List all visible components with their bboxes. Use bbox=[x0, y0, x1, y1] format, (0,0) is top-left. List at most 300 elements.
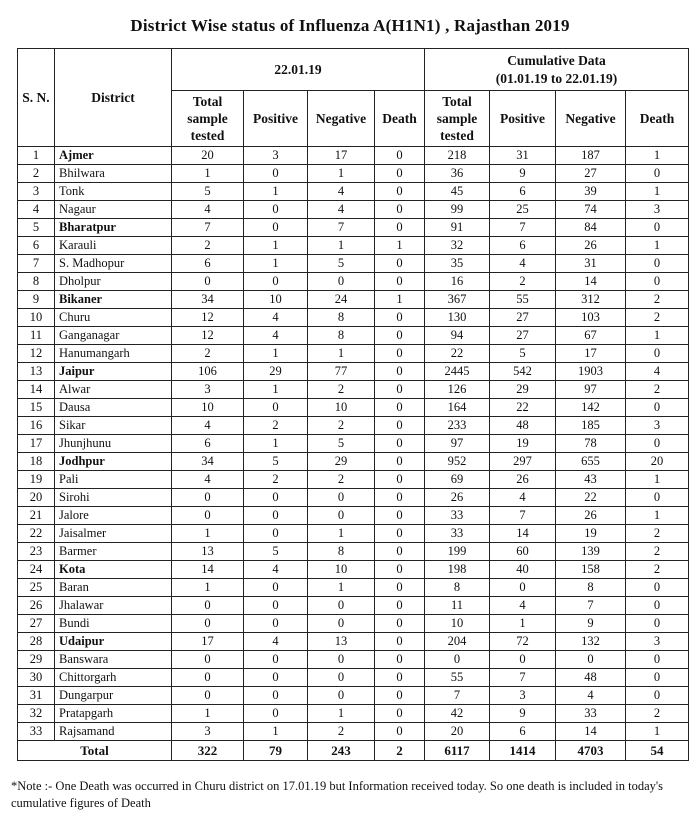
table-row bbox=[18, 669, 689, 687]
daily-death-cell: 0 bbox=[375, 597, 425, 615]
daily-death-cell: 0 bbox=[375, 309, 425, 327]
cum-death-cell: 2 bbox=[626, 705, 689, 723]
cum-negative-cell: 74 bbox=[556, 201, 626, 219]
daily-negative-cell: 1 bbox=[308, 579, 375, 597]
cum-positive-cell: 29 bbox=[490, 381, 556, 399]
district-cell: Jalore bbox=[55, 507, 172, 525]
daily-negative-cell: 0 bbox=[308, 651, 375, 669]
table-row bbox=[18, 183, 689, 201]
date-group-header: 22.01.19 bbox=[172, 49, 425, 91]
cum-death-cell: 1 bbox=[626, 327, 689, 345]
cum-death-cell: 2 bbox=[626, 561, 689, 579]
cum-positive-cell: 25 bbox=[490, 201, 556, 219]
daily-negative-cell: 1 bbox=[308, 237, 375, 255]
table-row bbox=[18, 417, 689, 435]
cum-sample-cell: 218 bbox=[425, 147, 490, 165]
daily-death-cell: 0 bbox=[375, 453, 425, 471]
cum-positive-cell: 22 bbox=[490, 399, 556, 417]
daily-death-cell: 0 bbox=[375, 381, 425, 399]
sn-cell: 15 bbox=[18, 399, 55, 417]
district-cell: Ganganagar bbox=[55, 327, 172, 345]
daily-death-cell: 0 bbox=[375, 561, 425, 579]
daily-negative-cell: 24 bbox=[308, 291, 375, 309]
daily-death-cell: 0 bbox=[375, 669, 425, 687]
cum-negative-cell: 84 bbox=[556, 219, 626, 237]
daily-negative-cell: 0 bbox=[308, 615, 375, 633]
sn-cell: 2 bbox=[18, 165, 55, 183]
daily-positive-cell: 0 bbox=[244, 597, 308, 615]
table-row bbox=[18, 237, 689, 255]
cum-negative-cell: 27 bbox=[556, 165, 626, 183]
cum-sample-cell: 20 bbox=[425, 723, 490, 741]
cum-negative-cell: 103 bbox=[556, 309, 626, 327]
cum-death-cell: 0 bbox=[626, 489, 689, 507]
sn-cell: 12 bbox=[18, 345, 55, 363]
cum-sample-cell: 233 bbox=[425, 417, 490, 435]
sn-cell: 29 bbox=[18, 651, 55, 669]
cum-sample-cell: 33 bbox=[425, 525, 490, 543]
cum-death-cell: 2 bbox=[626, 309, 689, 327]
district-cell: Pali bbox=[55, 471, 172, 489]
page-title: District Wise status of Influenza A(H1N1) , Rajasthan 2019 bbox=[130, 16, 570, 35]
table-row bbox=[18, 705, 689, 723]
table-row bbox=[18, 651, 689, 669]
daily-sample-cell: 1 bbox=[172, 525, 244, 543]
cum-sample-cell: 33 bbox=[425, 507, 490, 525]
sn-cell: 25 bbox=[18, 579, 55, 597]
sn-cell: 26 bbox=[18, 597, 55, 615]
daily-positive-cell: 5 bbox=[244, 543, 308, 561]
cum-death-cell: 1 bbox=[626, 183, 689, 201]
daily-sample-cell: 4 bbox=[172, 471, 244, 489]
district-cell: S. Madhopur bbox=[55, 255, 172, 273]
sn-cell: 5 bbox=[18, 219, 55, 237]
cum-death-cell: 1 bbox=[626, 147, 689, 165]
sn-cell: 7 bbox=[18, 255, 55, 273]
sn-cell: 6 bbox=[18, 237, 55, 255]
daily-negative-cell: 1 bbox=[308, 345, 375, 363]
daily-negative-cell: 17 bbox=[308, 147, 375, 165]
table-row bbox=[18, 291, 689, 309]
cum-death-cell: 4 bbox=[626, 363, 689, 381]
cum-negative-cell: 312 bbox=[556, 291, 626, 309]
table-row bbox=[18, 579, 689, 597]
daily-positive-cell: 1 bbox=[244, 381, 308, 399]
daily-sample-cell: 0 bbox=[172, 597, 244, 615]
cumulative-group-header bbox=[425, 49, 689, 91]
cum-death-cell: 2 bbox=[626, 525, 689, 543]
cum-death-cell: 3 bbox=[626, 633, 689, 651]
daily-negative-cell: 7 bbox=[308, 219, 375, 237]
table-row bbox=[18, 453, 689, 471]
table-row bbox=[18, 633, 689, 651]
cum-death-cell: 0 bbox=[626, 255, 689, 273]
district-cell: Nagaur bbox=[55, 201, 172, 219]
district-cell: Banswara bbox=[55, 651, 172, 669]
daily-sample-cell: 106 bbox=[172, 363, 244, 381]
cum-negative-cell: 43 bbox=[556, 471, 626, 489]
total-cum-death: 54 bbox=[626, 741, 689, 761]
district-cell: Alwar bbox=[55, 381, 172, 399]
cum-positive-cell: 6 bbox=[490, 723, 556, 741]
daily-sample-cell: 3 bbox=[172, 381, 244, 399]
cum-sample-cell: 11 bbox=[425, 597, 490, 615]
daily-death-cell: 0 bbox=[375, 147, 425, 165]
daily-sample-cell: 0 bbox=[172, 507, 244, 525]
daily-positive-cell: 1 bbox=[244, 183, 308, 201]
cum-positive-cell: 0 bbox=[490, 579, 556, 597]
daily-death-cell: 0 bbox=[375, 219, 425, 237]
sn-cell: 16 bbox=[18, 417, 55, 435]
cum-death-cell: 2 bbox=[626, 291, 689, 309]
district-cell: Kota bbox=[55, 561, 172, 579]
daily-sample-cell: 17 bbox=[172, 633, 244, 651]
daily-sample-cell: 0 bbox=[172, 669, 244, 687]
daily-positive-cell: 1 bbox=[244, 345, 308, 363]
daily-sample-cell: 5 bbox=[172, 183, 244, 201]
table-row bbox=[18, 597, 689, 615]
district-cell: Bikaner bbox=[55, 291, 172, 309]
cum-death-cell: 0 bbox=[626, 273, 689, 291]
cum-sample-cell: 130 bbox=[425, 309, 490, 327]
cumulative-range: (01.01.19 to 22.01.19) bbox=[495, 70, 618, 86]
daily-death-cell: 0 bbox=[375, 417, 425, 435]
cum-positive-cell: 7 bbox=[490, 507, 556, 525]
cum-negative-cell: 17 bbox=[556, 345, 626, 363]
district-cell: Churu bbox=[55, 309, 172, 327]
daily-death-cell: 0 bbox=[375, 525, 425, 543]
district-cell: Chittorgarh bbox=[55, 669, 172, 687]
daily-negative-cell: 5 bbox=[308, 255, 375, 273]
cum-negative-header: Negative bbox=[556, 91, 626, 147]
total-daily-death: 2 bbox=[375, 741, 425, 761]
table-row bbox=[18, 165, 689, 183]
district-cell: Hanumangarh bbox=[55, 345, 172, 363]
daily-death-cell: 1 bbox=[375, 237, 425, 255]
table-row bbox=[18, 723, 689, 741]
cum-negative-cell: 8 bbox=[556, 579, 626, 597]
cum-negative-cell: 158 bbox=[556, 561, 626, 579]
daily-negative-cell: 8 bbox=[308, 309, 375, 327]
daily-negative-cell: 1 bbox=[308, 705, 375, 723]
total-label: Total bbox=[18, 741, 172, 761]
daily-death-cell: 0 bbox=[375, 723, 425, 741]
cum-positive-cell: 60 bbox=[490, 543, 556, 561]
table-row bbox=[18, 471, 689, 489]
daily-sample-cell: 34 bbox=[172, 291, 244, 309]
cum-positive-cell: 7 bbox=[490, 669, 556, 687]
daily-negative-cell: 0 bbox=[308, 669, 375, 687]
daily-death-cell: 0 bbox=[375, 543, 425, 561]
cum-death-cell: 0 bbox=[626, 669, 689, 687]
cum-negative-cell: 139 bbox=[556, 543, 626, 561]
cum-sample-cell: 91 bbox=[425, 219, 490, 237]
cum-positive-cell: 4 bbox=[490, 255, 556, 273]
table-row bbox=[18, 345, 689, 363]
cum-sample-cell: 94 bbox=[425, 327, 490, 345]
district-cell: Dungarpur bbox=[55, 687, 172, 705]
daily-positive-cell: 0 bbox=[244, 273, 308, 291]
table-row bbox=[18, 327, 689, 345]
cum-death-cell: 1 bbox=[626, 507, 689, 525]
cum-death-cell: 3 bbox=[626, 417, 689, 435]
daily-sample-cell: 2 bbox=[172, 345, 244, 363]
sn-cell: 22 bbox=[18, 525, 55, 543]
table-row bbox=[18, 147, 689, 165]
table-row bbox=[18, 201, 689, 219]
cum-negative-cell: 48 bbox=[556, 669, 626, 687]
total-daily-sample: 322 bbox=[172, 741, 244, 761]
daily-positive-cell: 4 bbox=[244, 561, 308, 579]
daily-sample-cell: 34 bbox=[172, 453, 244, 471]
cum-positive-cell: 19 bbox=[490, 435, 556, 453]
daily-negative-cell: 4 bbox=[308, 201, 375, 219]
district-cell: Dausa bbox=[55, 399, 172, 417]
daily-positive-cell: 0 bbox=[244, 579, 308, 597]
sn-cell: 9 bbox=[18, 291, 55, 309]
daily-positive-cell: 0 bbox=[244, 165, 308, 183]
cum-negative-cell: 14 bbox=[556, 273, 626, 291]
cum-sample-cell: 198 bbox=[425, 561, 490, 579]
cum-negative-cell: 0 bbox=[556, 651, 626, 669]
cum-negative-cell: 67 bbox=[556, 327, 626, 345]
cum-negative-cell: 78 bbox=[556, 435, 626, 453]
daily-negative-cell: 77 bbox=[308, 363, 375, 381]
sn-cell: 32 bbox=[18, 705, 55, 723]
table-row bbox=[18, 561, 689, 579]
cum-sample-cell: 55 bbox=[425, 669, 490, 687]
table-row bbox=[18, 219, 689, 237]
cum-death-cell: 3 bbox=[626, 201, 689, 219]
daily-positive-cell: 4 bbox=[244, 327, 308, 345]
daily-negative-cell: 8 bbox=[308, 327, 375, 345]
sn-cell: 33 bbox=[18, 723, 55, 741]
daily-negative-cell: 10 bbox=[308, 399, 375, 417]
cum-sample-cell: 36 bbox=[425, 165, 490, 183]
sn-cell: 14 bbox=[18, 381, 55, 399]
daily-sample-cell: 1 bbox=[172, 705, 244, 723]
table-row bbox=[18, 543, 689, 561]
cum-sample-cell: 35 bbox=[425, 255, 490, 273]
total-daily-negative: 243 bbox=[308, 741, 375, 761]
table-row bbox=[18, 273, 689, 291]
daily-positive-cell: 0 bbox=[244, 615, 308, 633]
total-daily-positive: 79 bbox=[244, 741, 308, 761]
sn-cell: 8 bbox=[18, 273, 55, 291]
cum-positive-cell: 6 bbox=[490, 183, 556, 201]
cum-sample-cell: 8 bbox=[425, 579, 490, 597]
total-cum-sample: 6117 bbox=[425, 741, 490, 761]
table-row bbox=[18, 525, 689, 543]
cum-negative-cell: 4 bbox=[556, 687, 626, 705]
district-cell: Jodhpur bbox=[55, 453, 172, 471]
daily-sample-cell: 0 bbox=[172, 489, 244, 507]
cum-death-cell: 20 bbox=[626, 453, 689, 471]
cum-positive-cell: 542 bbox=[490, 363, 556, 381]
cum-death-cell: 1 bbox=[626, 723, 689, 741]
cum-sample-cell: 69 bbox=[425, 471, 490, 489]
cum-negative-cell: 31 bbox=[556, 255, 626, 273]
cum-positive-cell: 27 bbox=[490, 327, 556, 345]
cum-positive-cell: 26 bbox=[490, 471, 556, 489]
district-cell: Rajsamand bbox=[55, 723, 172, 741]
daily-sample-cell: 1 bbox=[172, 579, 244, 597]
sn-cell: 24 bbox=[18, 561, 55, 579]
district-cell: Baran bbox=[55, 579, 172, 597]
cum-negative-cell: 33 bbox=[556, 705, 626, 723]
cum-sample-cell: 10 bbox=[425, 615, 490, 633]
cum-negative-cell: 142 bbox=[556, 399, 626, 417]
sn-cell: 4 bbox=[18, 201, 55, 219]
daily-sample-cell: 6 bbox=[172, 435, 244, 453]
table-row bbox=[18, 255, 689, 273]
daily-sample-cell: 10 bbox=[172, 399, 244, 417]
cum-positive-cell: 2 bbox=[490, 273, 556, 291]
cum-positive-cell: 5 bbox=[490, 345, 556, 363]
cum-sample-cell: 45 bbox=[425, 183, 490, 201]
daily-death-cell: 0 bbox=[375, 345, 425, 363]
daily-negative-cell: 0 bbox=[308, 597, 375, 615]
district-cell: Jaipur bbox=[55, 363, 172, 381]
daily-positive-cell: 0 bbox=[244, 705, 308, 723]
daily-death-cell: 0 bbox=[375, 399, 425, 417]
daily-positive-header: Positive bbox=[244, 91, 308, 147]
cum-negative-cell: 19 bbox=[556, 525, 626, 543]
sn-cell: 18 bbox=[18, 453, 55, 471]
daily-negative-cell: 10 bbox=[308, 561, 375, 579]
district-cell: Bhilwara bbox=[55, 165, 172, 183]
cum-negative-cell: 39 bbox=[556, 183, 626, 201]
district-cell: Jhunjhunu bbox=[55, 435, 172, 453]
cum-death-header: Death bbox=[626, 91, 689, 147]
daily-negative-header: Negative bbox=[308, 91, 375, 147]
cum-negative-cell: 14 bbox=[556, 723, 626, 741]
daily-negative-cell: 13 bbox=[308, 633, 375, 651]
sn-cell: 3 bbox=[18, 183, 55, 201]
cum-sample-cell: 97 bbox=[425, 435, 490, 453]
daily-negative-cell: 4 bbox=[308, 183, 375, 201]
daily-negative-cell: 2 bbox=[308, 471, 375, 489]
district-cell: Bundi bbox=[55, 615, 172, 633]
daily-death-cell: 0 bbox=[375, 435, 425, 453]
cum-sample-cell: 26 bbox=[425, 489, 490, 507]
daily-death-cell: 0 bbox=[375, 615, 425, 633]
daily-death-cell: 0 bbox=[375, 489, 425, 507]
sn-cell: 10 bbox=[18, 309, 55, 327]
cum-sample-cell: 367 bbox=[425, 291, 490, 309]
cum-positive-cell: 4 bbox=[490, 489, 556, 507]
cum-positive-header: Positive bbox=[490, 91, 556, 147]
cum-negative-cell: 7 bbox=[556, 597, 626, 615]
daily-death-cell: 0 bbox=[375, 165, 425, 183]
daily-positive-cell: 2 bbox=[244, 417, 308, 435]
total-row bbox=[18, 741, 689, 761]
daily-positive-cell: 4 bbox=[244, 309, 308, 327]
cum-death-cell: 2 bbox=[626, 381, 689, 399]
cum-positive-cell: 31 bbox=[490, 147, 556, 165]
cum-positive-cell: 55 bbox=[490, 291, 556, 309]
table-row bbox=[18, 507, 689, 525]
total-cum-positive: 1414 bbox=[490, 741, 556, 761]
cum-positive-cell: 7 bbox=[490, 219, 556, 237]
cum-death-cell: 2 bbox=[626, 543, 689, 561]
table-row bbox=[18, 309, 689, 327]
daily-death-cell: 0 bbox=[375, 273, 425, 291]
sn-cell: 27 bbox=[18, 615, 55, 633]
cum-positive-cell: 9 bbox=[490, 705, 556, 723]
daily-sample-cell: 0 bbox=[172, 651, 244, 669]
daily-sample-cell: 0 bbox=[172, 615, 244, 633]
daily-positive-cell: 0 bbox=[244, 525, 308, 543]
sn-cell: 23 bbox=[18, 543, 55, 561]
daily-positive-cell: 0 bbox=[244, 507, 308, 525]
daily-death-cell: 0 bbox=[375, 651, 425, 669]
daily-death-cell: 0 bbox=[375, 363, 425, 381]
daily-positive-cell: 2 bbox=[244, 471, 308, 489]
cum-sample-cell: 204 bbox=[425, 633, 490, 651]
cum-positive-cell: 297 bbox=[490, 453, 556, 471]
sn-cell: 17 bbox=[18, 435, 55, 453]
sn-cell: 1 bbox=[18, 147, 55, 165]
cum-sample-cell: 164 bbox=[425, 399, 490, 417]
sn-cell: 19 bbox=[18, 471, 55, 489]
cum-death-cell: 0 bbox=[626, 687, 689, 705]
cum-death-cell: 0 bbox=[626, 345, 689, 363]
daily-positive-cell: 1 bbox=[244, 435, 308, 453]
daily-positive-cell: 1 bbox=[244, 237, 308, 255]
daily-sample-cell: 20 bbox=[172, 147, 244, 165]
daily-death-cell: 0 bbox=[375, 633, 425, 651]
cum-sample-cell: 952 bbox=[425, 453, 490, 471]
daily-positive-cell: 0 bbox=[244, 219, 308, 237]
cum-positive-cell: 48 bbox=[490, 417, 556, 435]
district-cell: Ajmer bbox=[55, 147, 172, 165]
cum-negative-cell: 26 bbox=[556, 237, 626, 255]
daily-death-cell: 1 bbox=[375, 291, 425, 309]
daily-sample-cell: 13 bbox=[172, 543, 244, 561]
footnote: *Note :- One Death was occurred in Churu district on 17.01.19 but Information received today. So one death is included in today's cumulative figures of Death bbox=[11, 779, 663, 810]
cum-negative-cell: 187 bbox=[556, 147, 626, 165]
cum-sample-cell: 99 bbox=[425, 201, 490, 219]
cum-sample-cell: 42 bbox=[425, 705, 490, 723]
table-row bbox=[18, 381, 689, 399]
daily-negative-cell: 2 bbox=[308, 417, 375, 435]
daily-sample-cell: 6 bbox=[172, 255, 244, 273]
daily-sample-cell: 1 bbox=[172, 165, 244, 183]
daily-death-cell: 0 bbox=[375, 507, 425, 525]
sn-header: S. N. bbox=[18, 49, 55, 147]
district-cell: Tonk bbox=[55, 183, 172, 201]
cum-positive-cell: 3 bbox=[490, 687, 556, 705]
daily-sample-cell: 3 bbox=[172, 723, 244, 741]
daily-death-header: Death bbox=[375, 91, 425, 147]
daily-negative-cell: 8 bbox=[308, 543, 375, 561]
district-cell: Dholpur bbox=[55, 273, 172, 291]
daily-sample-cell: 2 bbox=[172, 237, 244, 255]
daily-positive-cell: 5 bbox=[244, 453, 308, 471]
cum-positive-cell: 40 bbox=[490, 561, 556, 579]
cum-death-cell: 0 bbox=[626, 579, 689, 597]
daily-negative-cell: 5 bbox=[308, 435, 375, 453]
daily-death-cell: 0 bbox=[375, 579, 425, 597]
daily-sample-cell: 14 bbox=[172, 561, 244, 579]
daily-positive-cell: 10 bbox=[244, 291, 308, 309]
daily-sample-cell: 0 bbox=[172, 687, 244, 705]
daily-positive-cell: 0 bbox=[244, 201, 308, 219]
h1n1-status-table bbox=[17, 48, 689, 761]
sn-cell: 31 bbox=[18, 687, 55, 705]
sn-cell: 13 bbox=[18, 363, 55, 381]
